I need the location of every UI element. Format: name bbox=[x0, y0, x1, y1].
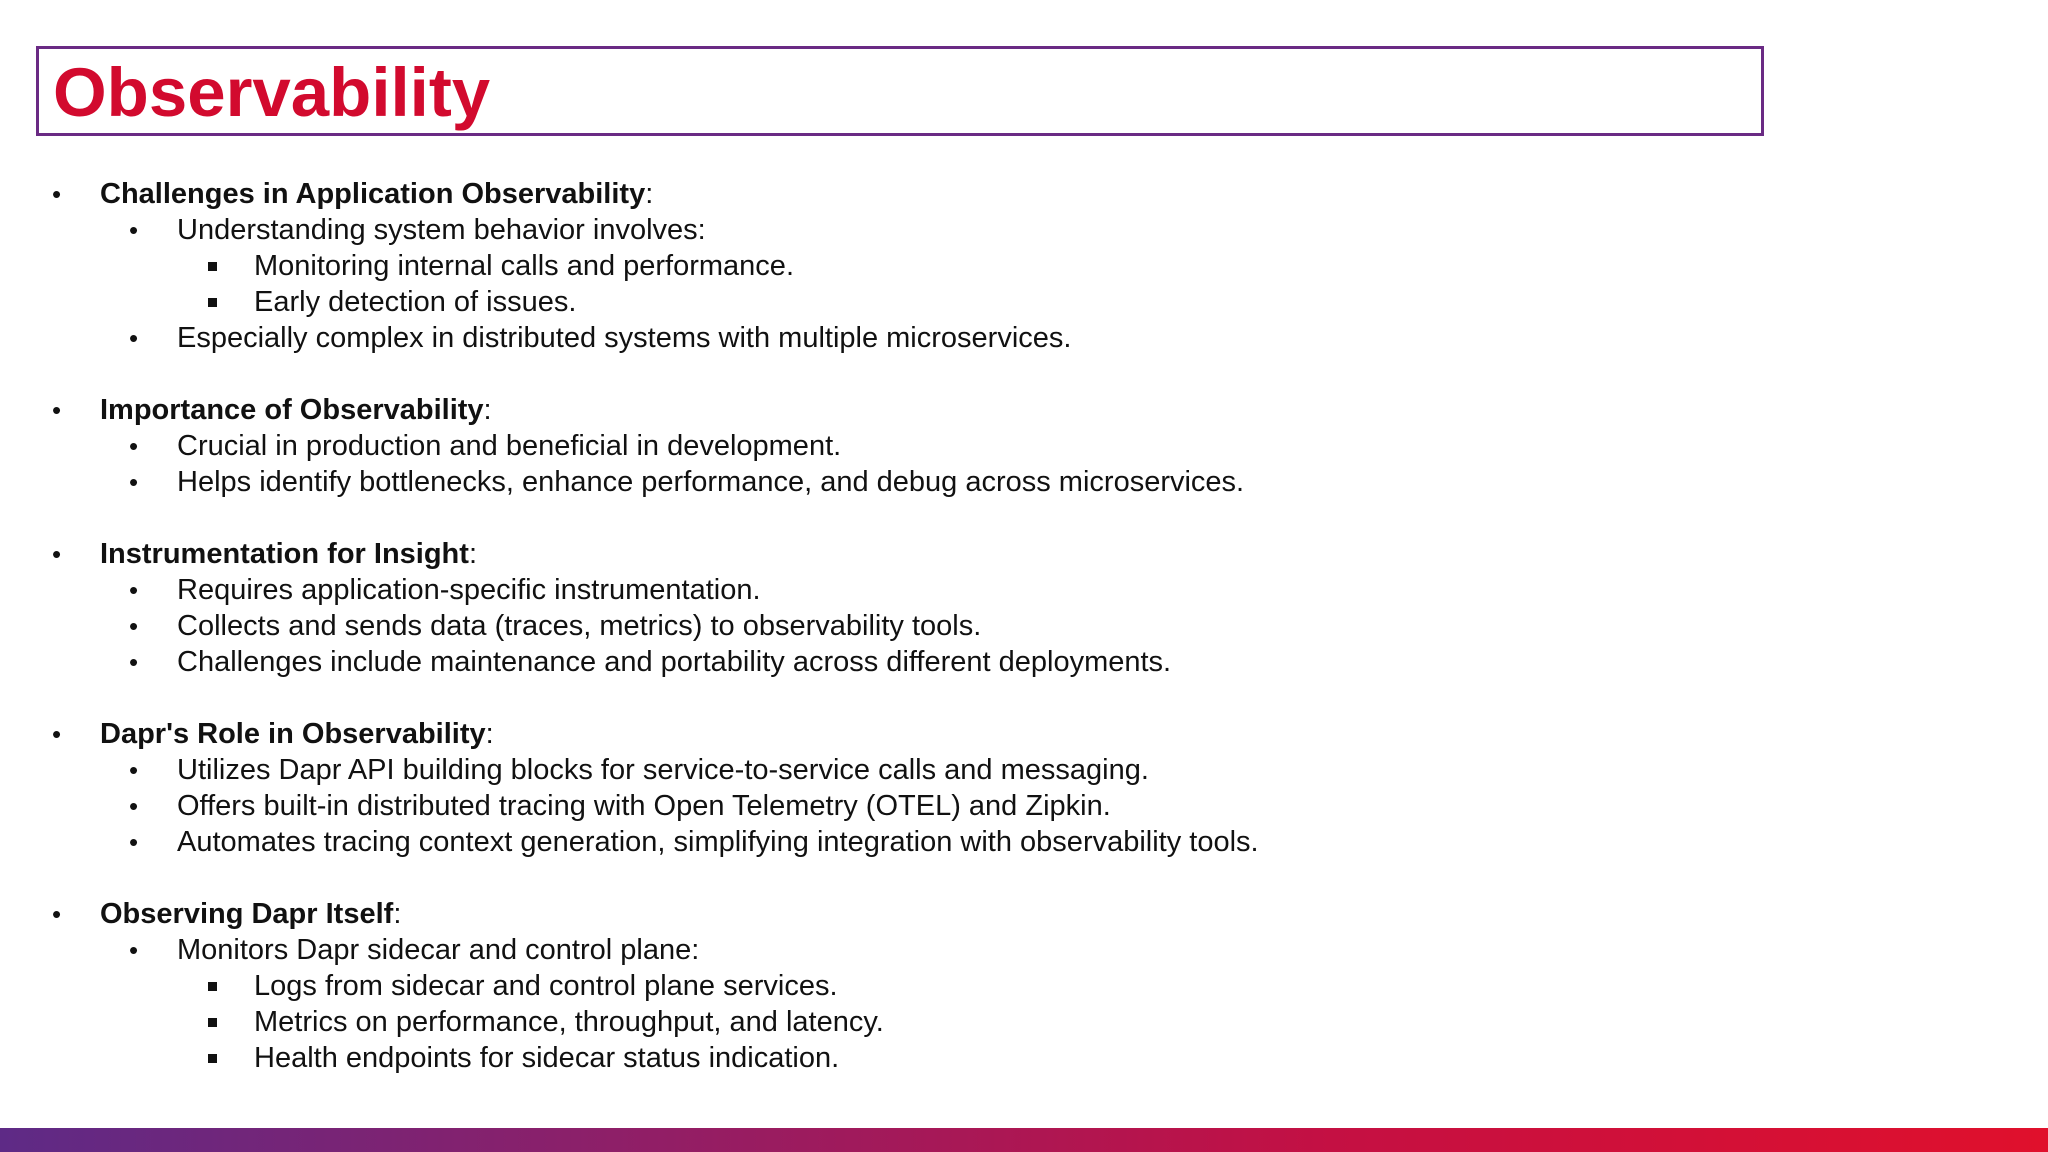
bullet-icon: • bbox=[129, 215, 139, 245]
sub-list-item-text: Metrics on performance, throughput, and latency. bbox=[254, 1006, 884, 1038]
list-item bbox=[0, 212, 2048, 248]
square-bullet-icon bbox=[208, 982, 217, 991]
bullet-icon: • bbox=[52, 395, 62, 425]
square-bullet-icon bbox=[208, 1018, 217, 1027]
bullet-icon: • bbox=[129, 647, 139, 677]
square-bullet-icon bbox=[208, 262, 217, 271]
section-heading bbox=[0, 176, 2048, 212]
section-heading-text: Instrumentation for Insight bbox=[100, 538, 469, 570]
colon: : bbox=[483, 394, 492, 426]
square-bullet-icon bbox=[208, 1054, 217, 1063]
sub-list-item bbox=[0, 248, 2048, 284]
sub-list-item bbox=[0, 284, 2048, 320]
section-heading bbox=[0, 896, 2048, 932]
section-heading-text: Dapr's Role in Observability bbox=[100, 718, 486, 750]
spacer bbox=[0, 680, 2048, 716]
list-item bbox=[0, 320, 2048, 356]
list-item-text: Crucial in production and beneficial in development. bbox=[177, 430, 842, 462]
slide-title: Observability bbox=[53, 54, 491, 131]
sub-list-item-text: Early detection of issues. bbox=[254, 286, 577, 318]
list-item bbox=[0, 428, 2048, 464]
list-item bbox=[0, 752, 2048, 788]
sub-list-item bbox=[0, 1004, 2048, 1040]
bullet-icon: • bbox=[52, 899, 62, 929]
bullet-icon: • bbox=[52, 539, 62, 569]
list-item bbox=[0, 608, 2048, 644]
spacer bbox=[0, 860, 2048, 896]
sub-list-item-text: Logs from sidecar and control plane services. bbox=[254, 970, 838, 1002]
bullet-icon: • bbox=[129, 575, 139, 605]
title-box bbox=[36, 46, 1764, 136]
list-item-text: Especially complex in distributed systems with multiple microservices. bbox=[177, 322, 1072, 354]
bullet-icon: • bbox=[129, 431, 139, 461]
section-heading bbox=[0, 716, 2048, 752]
section-heading bbox=[0, 392, 2048, 428]
list-item-text: Automates tracing context generation, simplifying integration with observability tools. bbox=[177, 826, 1259, 858]
bullet-icon: • bbox=[52, 179, 62, 209]
list-item-text: Offers built-in distributed tracing with Open Telemetry (OTEL) and Zipkin. bbox=[177, 790, 1111, 822]
list-item-text: Monitors Dapr sidecar and control plane: bbox=[177, 934, 700, 966]
list-item-text: Helps identify bottlenecks, enhance performance, and debug across microservices. bbox=[177, 466, 1245, 498]
sub-list-item-text: Health endpoints for sidecar status indication. bbox=[254, 1042, 840, 1074]
bullet-icon: • bbox=[129, 323, 139, 353]
list-item-text: Requires application-specific instrumentation. bbox=[177, 574, 761, 606]
list-item-text: Collects and sends data (traces, metrics) to observability tools. bbox=[177, 610, 982, 642]
spacer bbox=[0, 500, 2048, 536]
list-item-text: Utilizes Dapr API building blocks for service-to-service calls and messaging. bbox=[177, 754, 1149, 786]
bullet-icon: • bbox=[129, 755, 139, 785]
list-item-text: Challenges include maintenance and portability across different deployments. bbox=[177, 646, 1172, 678]
section-heading-text: Importance of Observability bbox=[100, 394, 484, 426]
list-item-text: Understanding system behavior involves: bbox=[177, 214, 706, 246]
sub-list-item-text: Monitoring internal calls and performance. bbox=[254, 250, 794, 282]
sub-list-item bbox=[0, 1040, 2048, 1076]
section-heading-text: Observing Dapr Itself bbox=[100, 898, 394, 930]
list-item bbox=[0, 644, 2048, 680]
list-item bbox=[0, 932, 2048, 968]
colon: : bbox=[393, 898, 402, 930]
bullet-icon: • bbox=[129, 827, 139, 857]
colon: : bbox=[485, 718, 494, 750]
bullet-icon: • bbox=[129, 935, 139, 965]
square-bullet-icon bbox=[208, 298, 217, 307]
bullet-icon: • bbox=[129, 611, 139, 641]
section-heading-text: Challenges in Application Observability bbox=[100, 178, 646, 210]
colon: : bbox=[468, 538, 477, 570]
list-item bbox=[0, 788, 2048, 824]
section-heading bbox=[0, 536, 2048, 572]
footer-gradient-bar bbox=[0, 1128, 2048, 1152]
bullet-icon: • bbox=[129, 791, 139, 821]
list-item bbox=[0, 572, 2048, 608]
bullet-icon: • bbox=[129, 467, 139, 497]
sub-list-item bbox=[0, 968, 2048, 1004]
list-item bbox=[0, 464, 2048, 500]
colon: : bbox=[645, 178, 654, 210]
slide-content bbox=[0, 176, 2048, 1076]
list-item bbox=[0, 824, 2048, 860]
bullet-icon: • bbox=[52, 719, 62, 749]
spacer bbox=[0, 356, 2048, 392]
